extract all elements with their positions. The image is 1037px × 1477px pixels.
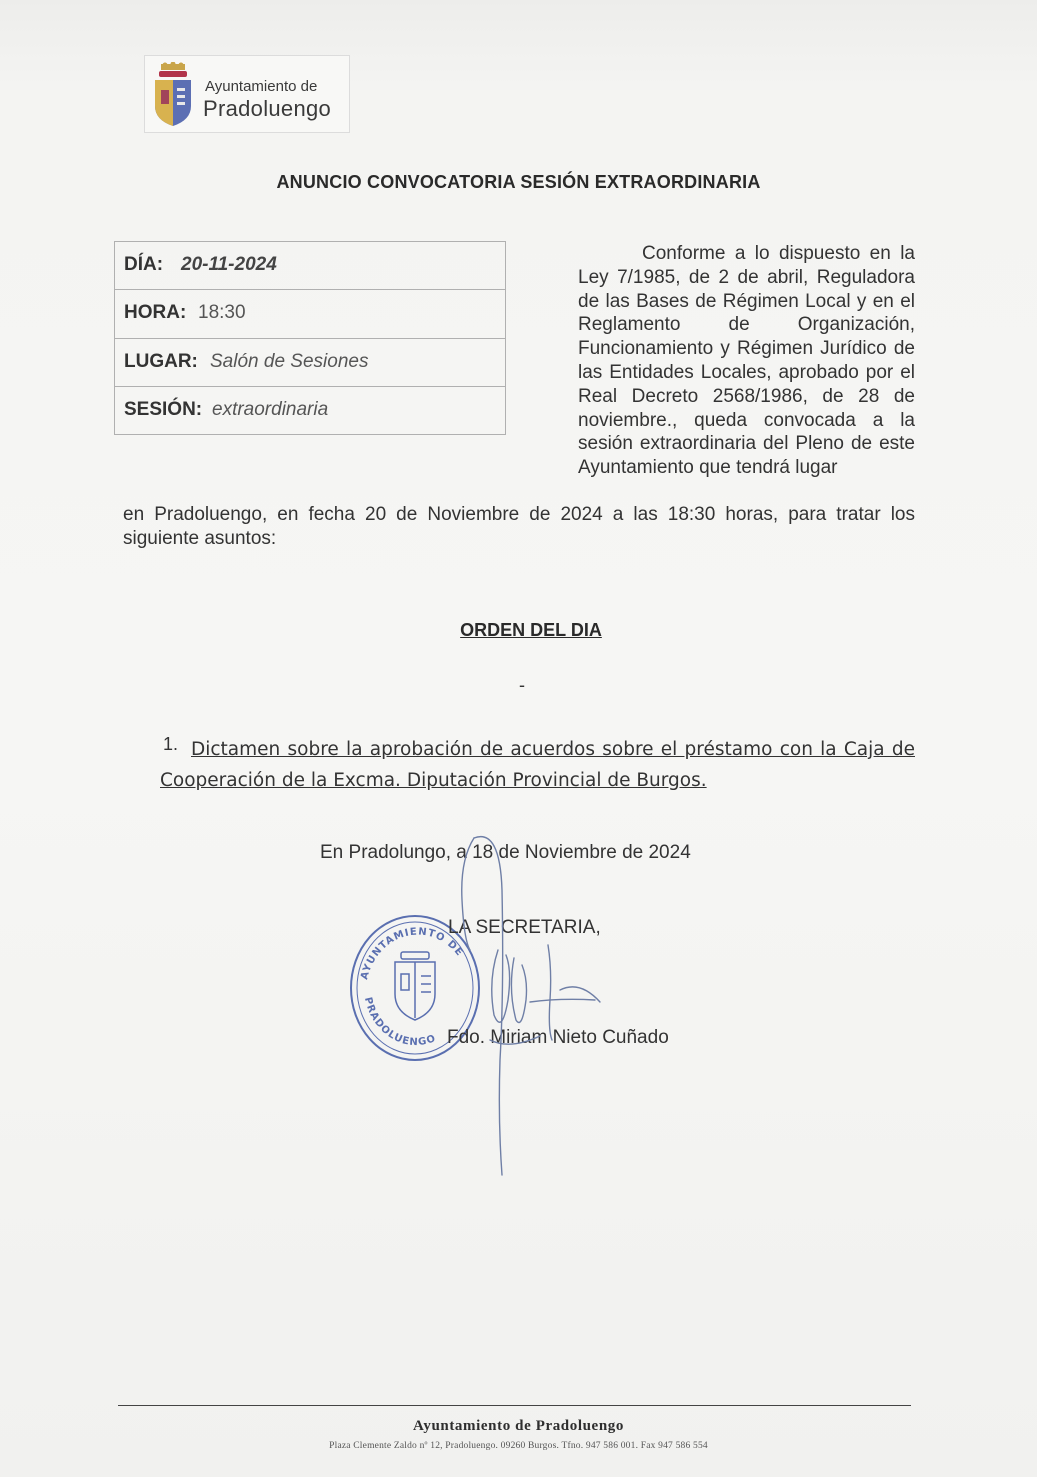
agenda-item bbox=[160, 734, 915, 796]
convocation-paragraph bbox=[578, 242, 915, 480]
stamp-text-top: AYUNTAMIENTO DE bbox=[359, 926, 466, 981]
logo-line-2: Pradoluengo bbox=[203, 96, 332, 121]
logo-line-1: Ayuntamiento de bbox=[205, 78, 318, 95]
signatory-name: Fdo. Miriam Nieto Cuñado bbox=[447, 1027, 669, 1048]
info-row-lugar bbox=[114, 338, 506, 387]
agenda-item-number: 1. bbox=[163, 734, 179, 754]
info-row-hora bbox=[114, 289, 506, 338]
sesion-label: SESIÓN: bbox=[124, 399, 203, 420]
convocation-paragraph-continued: en Pradoluengo, en fecha 20 de Noviembre de 2024 a las 18:30 horas, para tratar los siguiente asuntos: bbox=[123, 504, 915, 549]
coat-of-arms-icon bbox=[151, 62, 195, 128]
agenda-item-text: Dictamen sobre la aprobación de acuerdos sobre el préstamo con la Caja de Cooperación de la Excma. Diputación Provincial de Burgos. bbox=[160, 739, 915, 791]
document-title: ANUNCIO CONVOCATORIA SESIÓN EXTRAORDINARIA bbox=[276, 172, 761, 192]
sesion-value: extraordinaria bbox=[212, 399, 329, 420]
lugar-value: Salón de Sesiones bbox=[210, 351, 369, 372]
convocation-text: Conforme a lo dispuesto en la Ley 7/1985, de 2 de abril, Reguladora de las Bases de Régimen Local y en el Reglamento de Organización, Funcionamiento y Régimen Jurídico de las Entidades Locales, aprobado por el Real Decreto 2568/1986, de 28 de noviembre., queda convocada a la sesión extraordinaria del Pleno de este Ayuntamiento que tendrá lugar bbox=[578, 243, 915, 479]
info-row-dia bbox=[114, 241, 506, 290]
agenda-separator: - bbox=[519, 675, 525, 695]
info-row-sesion bbox=[114, 386, 506, 435]
dia-label: DÍA: bbox=[124, 254, 164, 275]
footer-divider bbox=[118, 1405, 911, 1406]
agenda-heading: ORDEN DEL DIA bbox=[460, 620, 602, 640]
dia-value: 20-11-2024 bbox=[181, 254, 277, 275]
place-and-date: En Pradolungo, a 18 de Noviembre de 2024 bbox=[320, 842, 691, 863]
table-border-bottom bbox=[114, 434, 506, 435]
stamp-crest-icon bbox=[395, 952, 435, 1020]
lugar-label: LUGAR: bbox=[124, 351, 198, 372]
svg-text:PRADOLUENGO bbox=[362, 996, 438, 1048]
hora-value: 18:30 bbox=[198, 302, 246, 323]
footer-address: Plaza Clemente Zaldo nº 12, Pradoluengo. 09260 Burgos. Tfno. 947 586 001. Fax 947 586 554 bbox=[329, 1441, 708, 1451]
handwritten-signature bbox=[430, 830, 620, 1180]
stamp-text-bottom: PRADOLUENGO bbox=[361, 996, 438, 1049]
footer-institution: Ayuntamiento de Pradoluengo bbox=[413, 1418, 624, 1434]
hora-label: HORA: bbox=[124, 302, 187, 323]
municipality-logo bbox=[144, 55, 350, 133]
signatory-role: LA SECRETARIA, bbox=[448, 917, 601, 938]
session-info-table bbox=[114, 241, 506, 435]
